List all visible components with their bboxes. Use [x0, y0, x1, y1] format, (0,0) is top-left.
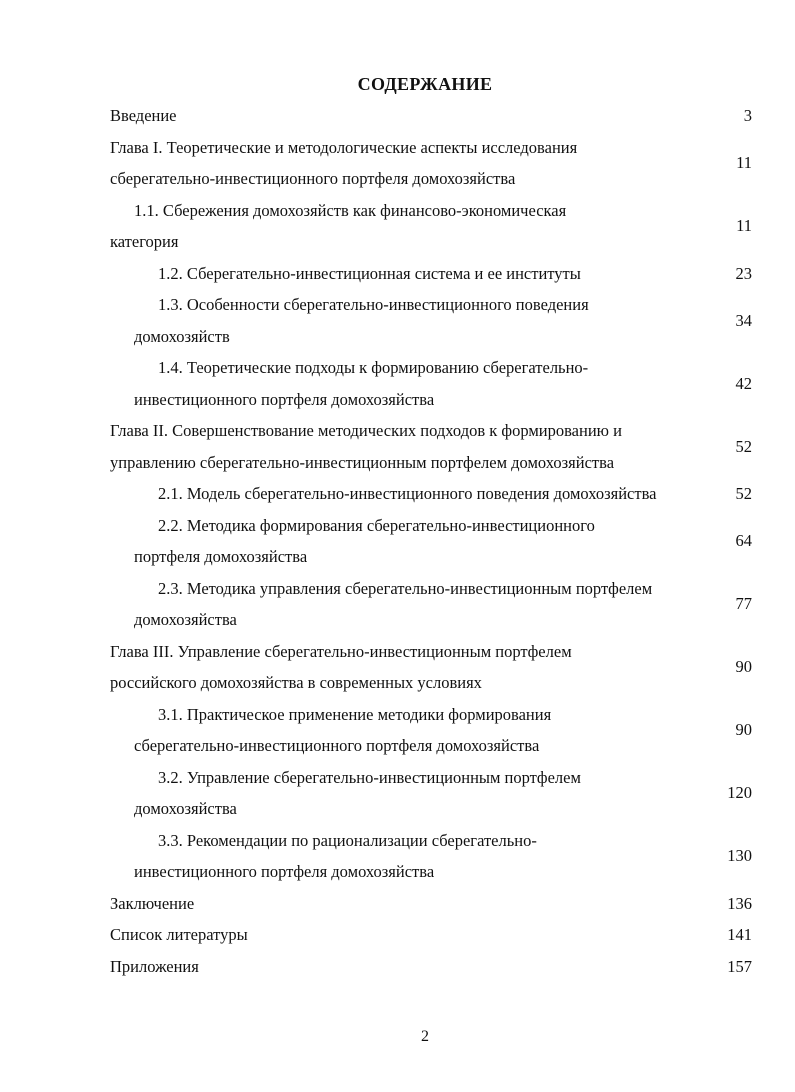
toc-entry-line: сберегательно-инвестиционного портфеля домохозяйства	[110, 169, 516, 188]
page-title: СОДЕРЖАНИЕ	[357, 74, 493, 94]
toc-entry	[110, 478, 752, 510]
toc-entry-line: российского домохозяйства в современных условиях	[110, 673, 482, 692]
toc-entry-page: 52	[735, 436, 752, 456]
toc-entry-title	[110, 415, 722, 478]
toc-entry-line: Глава I. Теоретические и методологические аспекты исследования	[110, 137, 578, 157]
toc-entry	[110, 699, 752, 762]
toc-entry-line: портфеля домохозяйства	[134, 547, 308, 566]
toc-entry-title	[110, 289, 722, 352]
toc-entry-page: 90	[735, 657, 752, 677]
toc-entry-line: сберегательно-инвестиционного портфеля домохозяйства	[134, 736, 540, 755]
toc-entry	[110, 510, 752, 573]
toc-entry-line: Приложения	[110, 956, 199, 976]
toc-entry-page: 136	[727, 893, 752, 913]
toc-entry	[110, 415, 752, 478]
toc-entry-title	[110, 699, 722, 762]
page-number: 2	[421, 1028, 429, 1045]
toc-entry-line: домохозяйства	[134, 799, 237, 818]
toc-entry-line: 1.3. Особенности сберегательно-инвестиционного поведения	[158, 295, 589, 314]
toc-entry-title	[110, 352, 722, 415]
toc-entry	[110, 762, 752, 825]
toc-entry-title	[110, 888, 722, 920]
toc-entry	[110, 289, 752, 352]
toc-entry-page: 23	[735, 263, 752, 283]
toc-entry-title	[110, 132, 722, 195]
toc-entry	[110, 573, 752, 636]
toc-entry-page: 77	[735, 594, 752, 614]
toc-entry-title	[110, 510, 722, 573]
toc-entry	[110, 258, 752, 290]
toc-entry-line: управлению сберегательно-инвестиционным портфелем домохозяйства	[110, 452, 615, 472]
toc-entry	[110, 888, 752, 920]
toc-entry	[110, 825, 752, 888]
toc-entry-title	[110, 825, 722, 888]
toc-entry-page: 52	[735, 484, 752, 503]
toc-entry-title	[110, 258, 722, 290]
toc-entry-title	[110, 762, 722, 825]
toc-entry-page: 130	[727, 846, 752, 866]
toc-entry	[110, 951, 752, 983]
toc-entry-page: 3	[743, 106, 752, 125]
toc-entry-page: 42	[735, 373, 752, 393]
toc-entry-line: 3.1. Практическое применение методики формирования	[158, 704, 552, 724]
toc-entry-title	[110, 195, 722, 258]
toc-entry	[110, 352, 752, 415]
toc-entry-title	[110, 951, 722, 983]
toc-entry-line: 2.3. Методика управления сберегательно-инвестиционным портфелем	[158, 578, 653, 598]
toc-entry-page: 34	[735, 310, 752, 330]
toc-entry-title	[110, 100, 722, 132]
toc-entry-title	[110, 573, 722, 636]
toc-entry-line: Список литературы	[110, 925, 248, 944]
toc-entry	[110, 132, 752, 195]
toc-entry-line: Введение	[110, 106, 177, 125]
toc-entry-line: 1.4. Теоретические подходы к формированию сберегательно-	[158, 358, 589, 377]
toc-entry-line: 2.1. Модель сберегательно-инвестиционного поведения домохозяйства	[158, 484, 657, 503]
toc-entry-page: 157	[727, 956, 752, 976]
toc-entry-line: Глава II. Совершенствование методических подходов к формированию и	[110, 421, 622, 440]
toc-entry-line: инвестиционного портфеля домохозяйства	[134, 389, 435, 409]
toc-entry-line: категория	[110, 232, 179, 251]
toc-entry-page: 64	[735, 531, 752, 551]
toc-entry-line: Заключение	[110, 893, 195, 913]
toc-entry-line: домохозяйств	[134, 326, 230, 346]
toc-entry-line: 1.1. Сбережения домохозяйств как финансово-экономическая	[134, 200, 567, 220]
toc-entry-line: инвестиционного портфеля домохозяйства	[134, 862, 435, 881]
toc-entry	[110, 919, 752, 951]
toc-entry-page: 11	[736, 153, 752, 173]
toc-entry-page: 90	[735, 720, 752, 740]
toc-entry-line: 1.2. Сберегательно-инвестиционная система и ее институты	[158, 263, 581, 283]
toc-entry-page: 11	[736, 216, 752, 236]
toc-entry	[110, 100, 752, 132]
toc-entry-line: 2.2. Методика формирования сберегательно-инвестиционного	[158, 515, 595, 535]
toc-entry-page: 141	[727, 925, 752, 944]
toc-entry-line: домохозяйства	[134, 610, 237, 629]
table-of-contents	[110, 100, 752, 982]
toc-entry-title	[110, 636, 722, 699]
toc-entry-line: Глава III. Управление сберегательно-инвестиционным портфелем	[110, 641, 572, 661]
toc-entry-line: 3.3. Рекомендации по рационализации сберегательно-	[158, 830, 537, 850]
toc-entry-line: 3.2. Управление сберегательно-инвестиционным портфелем	[158, 767, 581, 787]
toc-entry-title	[110, 919, 722, 951]
toc-entry	[110, 195, 752, 258]
toc-entry-title	[110, 478, 722, 510]
toc-entry	[110, 636, 752, 699]
toc-entry-page: 120	[727, 783, 752, 803]
